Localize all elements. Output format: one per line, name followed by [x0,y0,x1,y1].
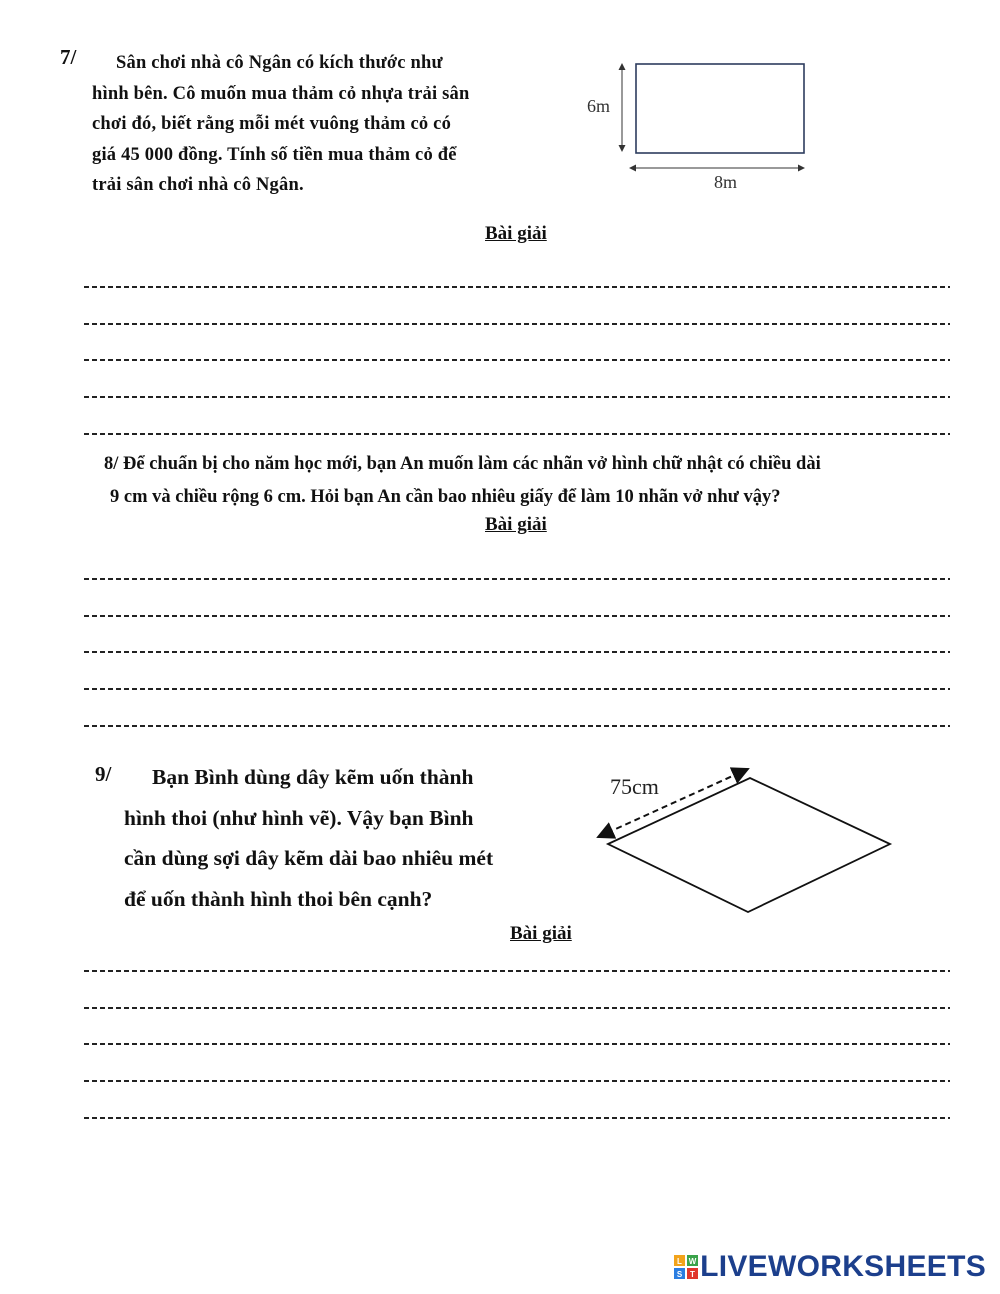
liveworksheets-logo-icon [674,1255,698,1279]
question-7-text [92,48,547,201]
playground-rectangle-figure [580,50,820,200]
question-7-line: chơi đó, biết rằng mỗi mét vuông thảm cỏ có [92,114,452,134]
question-9-line: cần dùng sợi dây kẽm dài bao nhiêu mét [124,846,494,870]
side-length-label: 75cm [610,774,659,799]
answer-line[interactable] [84,651,950,653]
question-7-number: 7/ [60,45,77,69]
height-label: 6m [587,96,611,116]
question-7-line: trải sân chơi nhà cô Ngân. [92,175,304,195]
answer-line[interactable] [84,433,950,435]
svg-text:S: S [676,1270,683,1279]
answer-line[interactable] [84,970,950,972]
question-9-line: hình thoi (như hình vẽ). Vậy bạn Bình [124,805,474,830]
answer-line[interactable] [84,1080,950,1082]
answer-line[interactable] [84,1007,950,1009]
question-8-line-1: 8/ Để chuẩn bị cho năm học mới, bạn An muốn làm các nhãn vở hình chữ nhật có chiều dài [104,454,821,474]
svg-text:L: L [677,1257,683,1266]
playground-rectangle [636,64,804,153]
answer-line[interactable] [84,286,950,288]
svg-text:W: W [688,1257,697,1266]
liveworksheets-wordmark: LIVEWORKSHEETS [700,1250,986,1283]
solution-heading-7: Bài giải [485,223,547,244]
liveworksheets-brand [674,1250,986,1284]
answer-line[interactable] [84,1043,950,1045]
solution-heading-8: Bài giải [485,514,547,535]
question-9-line: để uốn thành hình thoi bên cạnh? [124,886,433,911]
answer-line[interactable] [84,1117,950,1119]
question-7-line: Sân chơi nhà cô Ngân có kích thước như [116,53,443,73]
answer-line[interactable] [84,615,950,617]
answer-line[interactable] [84,396,950,398]
answer-line[interactable] [84,688,950,690]
question-9-text [124,757,564,919]
question-9-number: 9/ [95,762,112,786]
question-8-line-2: 9 cm và chiều rộng 6 cm. Hỏi bạn An cần bao nhiêu giấy để làm 10 nhãn vở như vậy? [110,487,781,507]
question-9-line: Bạn Bình dùng dây kẽm uốn thành [152,765,474,789]
rhombus-figure [590,760,900,920]
answer-line[interactable] [84,323,950,325]
svg-text:T: T [690,1270,696,1279]
question-7-line: hình bên. Cô muốn mua thảm cỏ nhựa trải sân [92,83,470,104]
question-7-line: giá 45 000 đồng. Tính số tiền mua thảm cỏ để [92,144,457,165]
width-label: 8m [714,172,738,192]
solution-heading-9: Bài giải [510,923,572,944]
answer-line[interactable] [84,725,950,727]
answer-line[interactable] [84,578,950,580]
answer-line[interactable] [84,359,950,361]
